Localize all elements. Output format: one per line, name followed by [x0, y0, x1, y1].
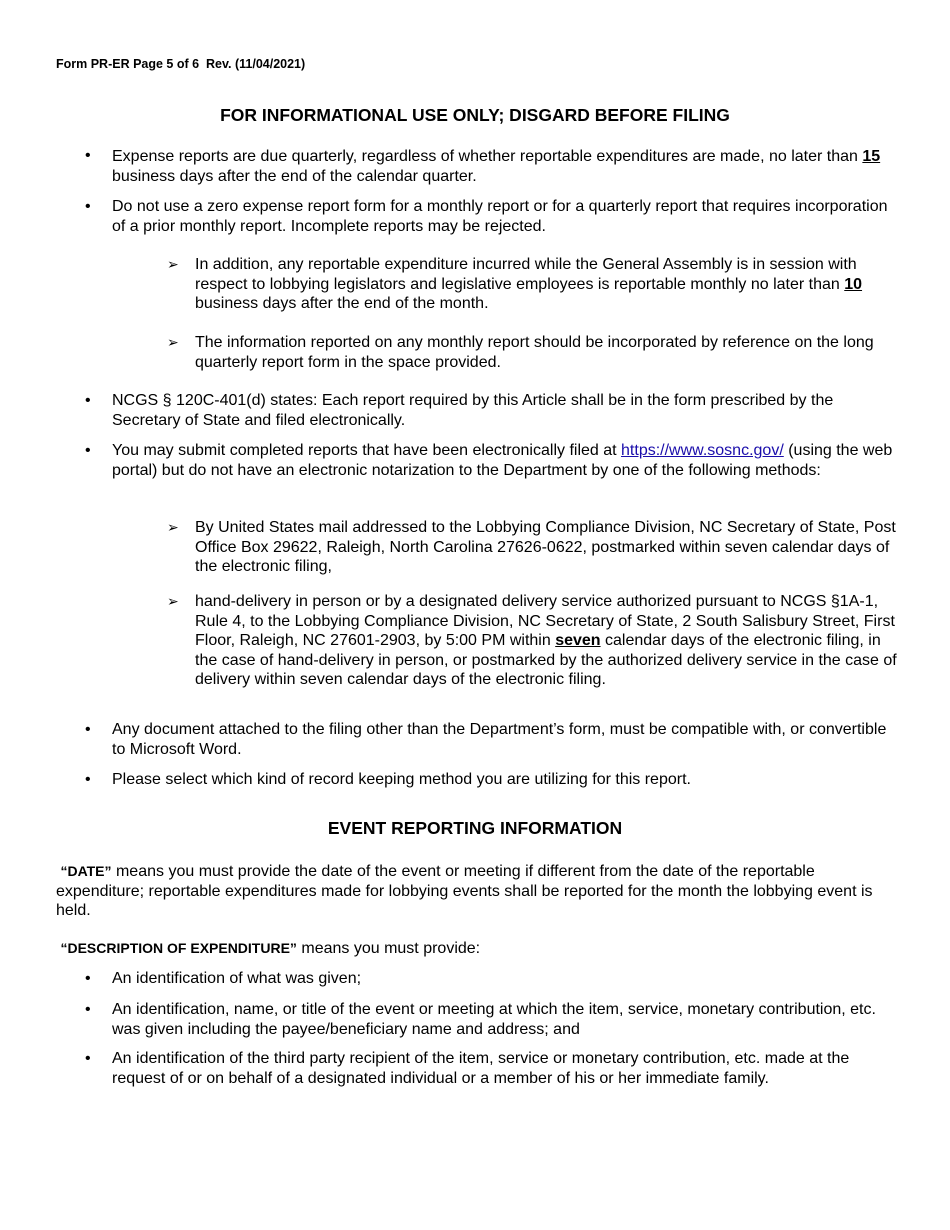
arrow-bullet-icon: ➢ — [167, 593, 179, 609]
list-item-attachments: Any document attached to the filing other than the Department’s form, must be compatible with, or convertible to Microsoft Word. — [112, 721, 887, 758]
sosnc-link[interactable]: https://www.sosnc.gov/ — [621, 442, 784, 459]
date-definition: “DATE” means you must provide the date of the event or meeting if different from the date of the reportable expenditure; reportable expenditures made for lobbying events shall be reported for the month the lobbying event is held. — [56, 863, 873, 919]
list-item-ncgs: NCGS § 120C-401(d) states: Each report required by this Article shall be in the form prescribed by the Secretary of State and filed electronically. — [112, 392, 834, 429]
bullet-icon: • — [85, 1050, 91, 1067]
sub-item-monthly-report: The information reported on any monthly report should be incorporated by reference on the long quarterly report form in the space provided. — [195, 334, 874, 371]
sub-item-mail: By United States mail addressed to the Lobbying Compliance Division, NC Secretary of State, Post Office Box 29622, Raleigh, North Carolina 27626-0622, postmarked within seven calendar days of the electronic filing, — [195, 519, 896, 575]
days-emphasis: seven — [555, 632, 601, 649]
list-item-submit-methods: You may submit completed reports that have been electronically filed at https://www.sosnc.gov/ (using the web portal) but do not have an electronic notarization to the Department by one of the following methods: — [112, 442, 893, 479]
sub-item-general-assembly: In addition, any reportable expenditure incurred while the General Assembly is in session with respect to lobbying legislators and legislative employees is reportable monthly no later than 10 business days after the end of the month. — [195, 256, 863, 312]
list-item-zero-expense: Do not use a zero expense report form for a monthly report or for a quarterly report that requires incorporation of a prior monthly report. Incomplete reports may be rejected. — [112, 198, 888, 235]
form-identifier: Form PR-ER Page 5 of 6 Rev. (11/04/2021) — [56, 57, 306, 71]
list-item: An identification of what was given; — [112, 970, 362, 987]
bullet-icon: • — [85, 442, 91, 459]
arrow-bullet-icon: ➢ — [167, 334, 179, 350]
bullet-icon: • — [85, 392, 91, 409]
list-item: An identification, name, or title of the event or meeting at which the item, service, monetary contribution, etc. was given including the payee/beneficiary name and address; and — [112, 1001, 876, 1038]
days-emphasis: 10 — [844, 275, 863, 293]
date-term: “DATE” — [60, 863, 112, 879]
list-item-record-keeping: Please select which kind of record keeping method you are utilizing for this report. — [112, 771, 691, 788]
arrow-bullet-icon: ➢ — [167, 256, 179, 272]
bullet-icon: • — [85, 970, 91, 987]
bullet-icon: • — [85, 1001, 91, 1018]
arrow-bullet-icon: ➢ — [167, 519, 179, 535]
event-reporting-heading: EVENT REPORTING INFORMATION — [327, 818, 623, 838]
bullet-icon: • — [85, 721, 91, 738]
list-item-due-quarterly: Expense reports are due quarterly, regardless of whether reportable expenditures are made, no later than 15 business days after the end of the calendar quarter. — [112, 148, 881, 185]
description-term: “DESCRIPTION OF EXPENDITURE” — [60, 940, 297, 956]
bullet-icon: • — [85, 771, 91, 788]
bullet-icon: • — [85, 147, 91, 164]
sub-item-hand-delivery: hand-delivery in person or by a designated delivery service authorized pursuant to NCGS §1A-1, Rule 4, to the Lobbying Compliance Division, NC Secretary of State, 2 South Salisbury Street, First Floor, Raleigh, NC 27601-2903, by 5:00 PM within seven calendar days of the electronic filing, in the case of hand-delivery in person, or postmarked by the authorized delivery service in the case of delivery within seven calendar days of the electronic filing. — [195, 593, 897, 688]
list-item: An identification of the third party recipient of the item, service or monetary contribution, etc. made at the request of or on behalf of a designated individual or a member of his or her immediate family. — [112, 1050, 850, 1087]
days-emphasis: 15 — [862, 148, 881, 165]
bullet-icon: • — [85, 198, 91, 215]
informational-heading: FOR INFORMATIONAL USE ONLY; DISGARD BEFORE FILING — [220, 105, 730, 125]
description-definition: “DESCRIPTION OF EXPENDITURE” means you must provide: — [60, 940, 481, 957]
